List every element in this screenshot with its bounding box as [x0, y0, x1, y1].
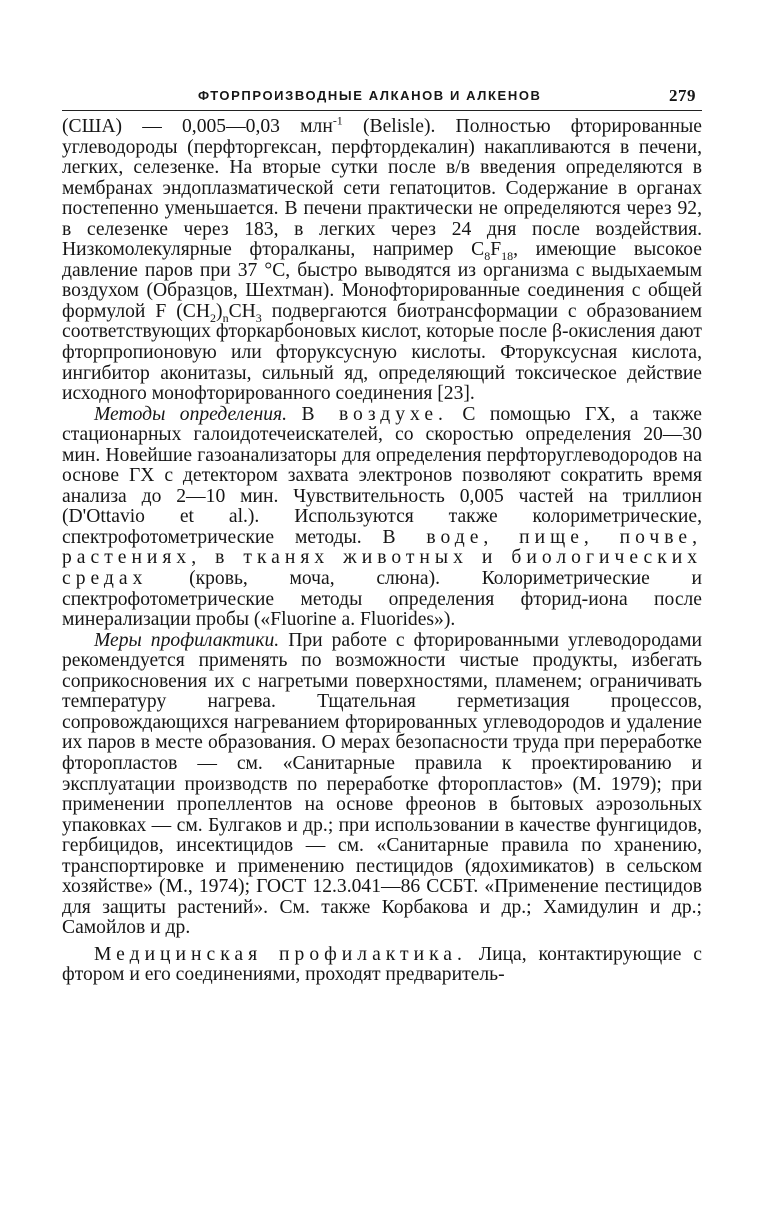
text-run: 18	[501, 249, 514, 264]
text-run	[287, 404, 301, 425]
text-run: CH	[228, 300, 256, 322]
text-run: (Belisle). Полностью фторированные углеводороды (перфторгексан, перфтордекалин) накапливаются в печени, легких, селезенке. На вторые сутки после в/в введения определяются в мембранах эндоплазматической сети гепатоцитов. Содержание в органах постепенно уменьшается. В печени практически не определяются через 92, в селезенке через 183, в легких через 24 дня после воздействия. Низкомолекулярные фторалканы, например C	[62, 116, 702, 261]
body-text	[62, 113, 702, 986]
text-run: , имеющие высокое давление паров при 37 °С, быстро выводятся из организма с выдыхаемым воздухом (Образцов, Шехтман). Монофторированные соединения с общей формулой F (CH	[62, 239, 702, 322]
text-run: -1	[332, 113, 343, 128]
text-run: 8	[484, 249, 491, 264]
running-title: ФТОРПРОИЗВОДНЫЕ АЛКАНОВ И АЛКЕНОВ	[198, 88, 542, 103]
paragraph-medical-prevention	[62, 945, 702, 986]
paragraph-detection-methods	[62, 405, 702, 631]
text-run: Лица, контактирующие с фтором и его соединениями, проходят предваритель-	[62, 943, 702, 986]
text-run: В воде, пище, почве, растениях, в тканях животных и биологических средах	[62, 526, 702, 590]
text-run: )	[216, 300, 223, 322]
text-run: Методы определения.	[94, 403, 287, 425]
running-header	[62, 84, 702, 111]
text-run: Меры профилактики.	[94, 629, 280, 651]
text-run: n	[222, 310, 229, 325]
text-run: Медицинская профилактика.	[94, 943, 467, 965]
text-run: С помощью ГХ, а также стационарных галоидотечеискателей, со скоростью определения 20—30 мин. Новейшие газоанализаторы для определения перфторуглеводородов на основе ГХ с детектором захвата электронов позволяют сократить время анализа до 2—10 мин. Чувствительность 0,005 частей на триллион (D'Ottavio et al.). Используются также колориметрические, спектрофотометрические методы.	[62, 403, 702, 548]
text-run: подвергаются биотрансформации с образованием соответствующих фторкарбоновых кислот, которые после β-окисления дают фторпропионовую или фторуксусную кислоты. Фторуксусная кислота, ингибитор аконитазы, сильный яд, определяющий токсическое действие исходного монофторированного соединения [23].	[62, 300, 702, 405]
book-page	[62, 84, 702, 986]
text-run: При работе с фторированными углеводородами рекомендуется применять по возможности чистые продукты, избегать соприкосновения их с нагретыми поверхностями, пламенем; ограничивать температуру нагрева. Тщательная герметизация процессов, сопровождающихся нагреванием фторированных углеводородов и удаление их паров в месте образования. О мерах безопасности труда при переработке фторопластов — см. «Санитарные правила к проектированию и эксплуатации производств по переработке фторопластов» (М. 1979); при применении пропеллентов на основе фреонов в бытовых аэрозольных упаковках — см. Булгаков и др.; при использовании в качестве фунгицидов, гербицидов, инсектицидов — см. «Санитарные правила по хранению, транспортировке и применению пестицидов (ядохимикатов) в сельском хозяйстве» (М., 1974); ГОСТ 12.3.041—86 ССБТ. «Применение пестицидов для защиты растений». См. также Корбакова и др.; Хамидулин и др.; Самойлов и др.	[62, 629, 702, 939]
text-run: 2	[210, 310, 217, 325]
paragraph-absorption	[62, 113, 702, 405]
text-run: (США) — 0,005—0,03 млн	[62, 116, 333, 137]
text-run: 3	[255, 310, 262, 325]
text-run: (кровь, моча, слюна). Колориметрические и спектрофотометрические методы определения фторид-иона после минерализации пробы («Fluorine a. Fluorides»).	[62, 568, 702, 631]
page-number: 279	[669, 86, 696, 105]
text-run: F	[490, 239, 502, 261]
text-run: В воздухе.	[301, 403, 448, 425]
paragraph-prevention-measures	[62, 631, 702, 939]
